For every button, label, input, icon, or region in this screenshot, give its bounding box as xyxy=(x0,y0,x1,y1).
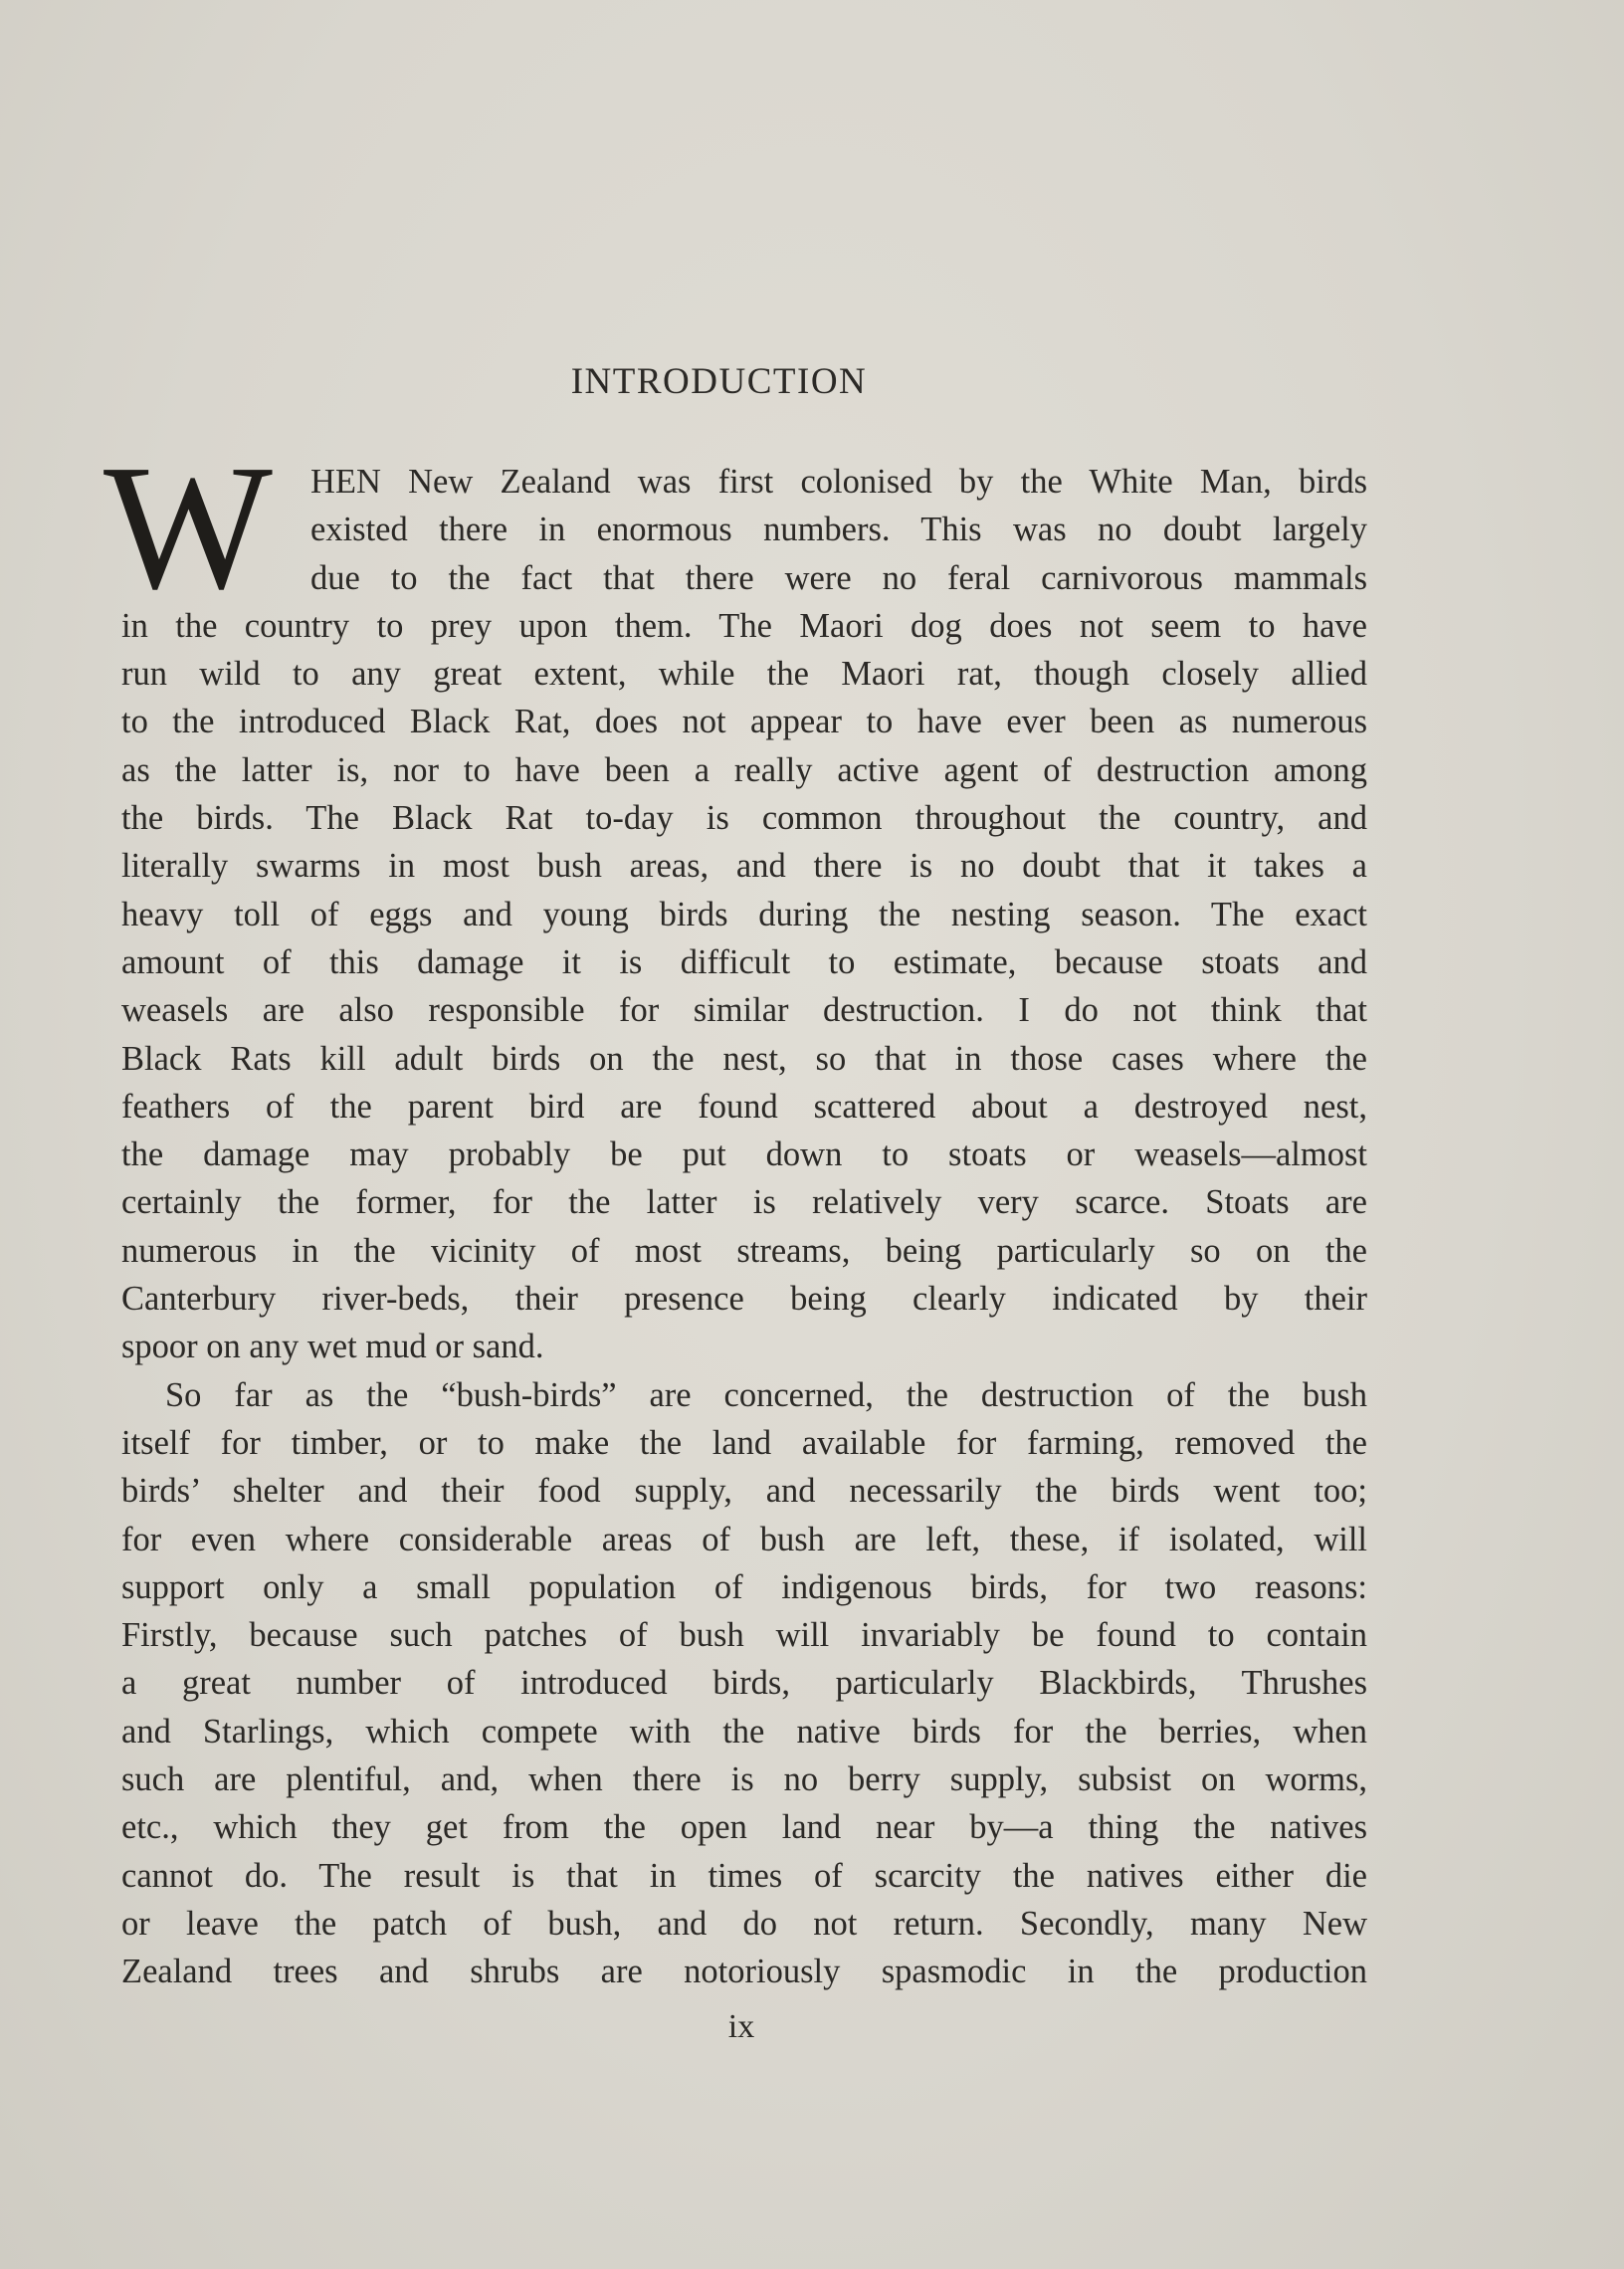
text-line: to the introduced Black Rat, does not appear to have ever been as numerous xyxy=(121,703,1367,741)
drop-cap: W xyxy=(103,428,273,626)
chapter-title: INTRODUCTION xyxy=(570,361,868,402)
text-line: Firstly, because such patches of bush will invariably be found to contain xyxy=(121,1616,1367,1655)
text-line: Black Rats kill adult birds on the nest, so that in those cases where the xyxy=(121,1039,1367,1078)
text-line: literally swarms in most bush areas, and there is no doubt that it takes a xyxy=(121,847,1367,886)
text-line: itself for timber, or to make the land available for farming, removed the xyxy=(121,1423,1367,1462)
text-line: cannot do. The result is that in times of scarcity the natives either die xyxy=(121,1856,1367,1895)
text-line: and Starlings, which compete with the native birds for the berries, when xyxy=(121,1712,1367,1751)
text-line: birds’ shelter and their food supply, and necessarily the birds went too; xyxy=(121,1472,1367,1511)
text-line: as the latter is, nor to have been a really active agent of destruction among xyxy=(121,750,1367,789)
text-line: run wild to any great extent, while the Maori rat, though closely allied xyxy=(121,655,1367,694)
text-line: etc., which they get from the open land near by—a thing the natives xyxy=(121,1808,1367,1847)
text-line: Zealand trees and shrubs are notoriously spasmodic in the production xyxy=(121,1953,1367,1991)
text-line: Canterbury river-beds, their presence being clearly indicated by their xyxy=(121,1280,1367,1319)
text-line: support only a small population of indigenous birds, for two reasons: xyxy=(121,1567,1367,1606)
text-line: heavy toll of eggs and young birds during the nesting season. The exact xyxy=(121,895,1367,933)
page-number: ix xyxy=(727,2008,755,2045)
text-line: in the country to prey upon them. The Maori dog does not seem to have xyxy=(121,606,1367,645)
text-line: such are plentiful, and, when there is no berry supply, subsist on worms, xyxy=(121,1760,1367,1799)
body-text xyxy=(121,458,1367,1996)
text-line: spoor on any wet mud or sand. xyxy=(121,1328,544,1366)
text-line: a great number of introduced birds, particularly Blackbirds, Thrushes xyxy=(121,1664,1367,1703)
text-line: or leave the patch of bush, and do not return. Secondly, many New xyxy=(121,1904,1367,1943)
text-line: numerous in the vicinity of most streams, being particularly so on the xyxy=(121,1231,1367,1270)
text-line: the birds. The Black Rat to-day is common throughout the country, and xyxy=(121,799,1367,838)
text-line: So far as the “bush-birds” are concerned, the destruction of the bush xyxy=(165,1375,1367,1414)
text-line: HEN New Zealand was first colonised by the White Man, birds xyxy=(310,463,1367,501)
text-line: amount of this damage it is difficult to estimate, because stoats and xyxy=(121,942,1367,981)
text-line: due to the fact that there were no feral carnivorous mammals xyxy=(310,558,1367,597)
text-line: the damage may probably be put down to stoats or weasels—almost xyxy=(121,1135,1367,1174)
text-line: feathers of the parent bird are found scattered about a destroyed nest, xyxy=(121,1087,1367,1126)
text-line: certainly the former, for the latter is relatively very scarce. Stoats are xyxy=(121,1183,1367,1222)
text-line: existed there in enormous numbers. This was no doubt largely xyxy=(310,511,1367,549)
text-line: for even where considerable areas of bush are left, these, if isolated, will xyxy=(121,1520,1367,1558)
text-line: weasels are also responsible for similar destruction. I do not think that xyxy=(121,991,1367,1030)
